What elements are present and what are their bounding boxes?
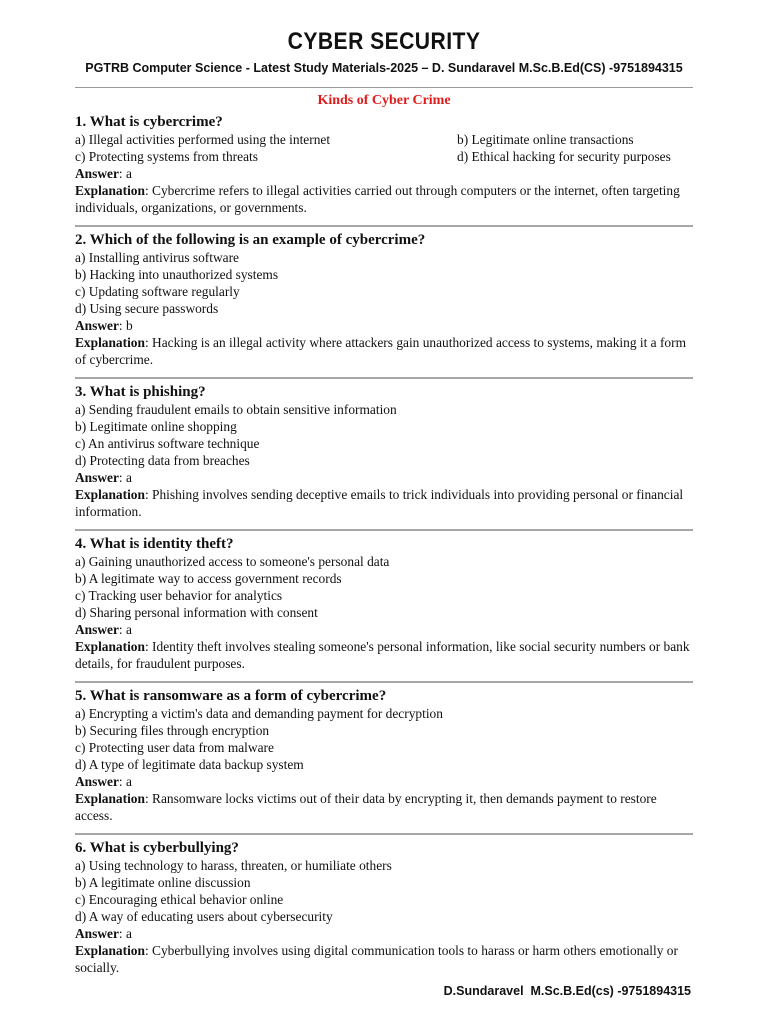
answer-line [75, 469, 693, 486]
answer-value: : b [118, 318, 133, 333]
option-b: b) A legitimate online discussion [75, 875, 251, 890]
explanation-text: : Hacking is an illegal activity where attackers gain unauthorized access to systems, making it a form of cybercrime. [75, 335, 687, 367]
option-b: b) Hacking into unauthorized systems [75, 267, 279, 282]
option-c: c) Encouraging ethical behavior online [75, 892, 284, 907]
question-divider [75, 377, 693, 379]
option-b: b) Legitimate online transactions [457, 132, 634, 147]
option-a: a) Gaining unauthorized access to someone's personal data [75, 554, 390, 569]
option-c: c) Updating software regularly [75, 284, 240, 299]
answer-value: : a [118, 926, 132, 941]
option-c: c) Protecting systems from threats [75, 149, 258, 164]
option-a: a) Using technology to harass, threaten, or humiliate others [75, 858, 392, 873]
explanation-line [75, 638, 693, 672]
page-footer: D.Sundaravel M.Sc.B.Ed(cs) -9751894315 [443, 984, 691, 998]
explanation-text: : Cybercrime refers to illegal activities carried out through computers or the internet, often targeting individuals, organizations, or governments. [75, 183, 680, 215]
question-block [75, 839, 693, 976]
option-a: a) Installing antivirus software [75, 250, 239, 265]
question-divider [75, 225, 693, 227]
option-d: d) A way of educating users about cybersecurity [75, 909, 333, 924]
option-c: c) Protecting user data from malware [75, 740, 274, 755]
explanation-text: : Identity theft involves stealing someone's personal information, like social security numbers or bank details, for fraudulent purposes. [75, 639, 690, 671]
explanation-line [75, 486, 693, 520]
option-list [75, 131, 693, 165]
document-page [75, 0, 693, 976]
question-title: 6. What is cyberbullying? [75, 840, 239, 856]
option-b: b) Securing files through encryption [75, 723, 270, 738]
option-b: b) A legitimate way to access government records [75, 571, 342, 586]
explanation-line [75, 182, 693, 216]
section-title: Kinds of Cyber Crime [317, 93, 451, 108]
explanation-line [75, 334, 693, 368]
question-block [75, 113, 693, 216]
explanation-text: : Ransomware locks victims out of their data by encrypting it, then demands payment to restore access. [75, 791, 657, 823]
option-d: d) Using secure passwords [75, 301, 219, 316]
answer-label: Answer [75, 774, 119, 789]
question-title: 4. What is identity theft? [75, 536, 234, 552]
option-d: d) A type of legitimate data backup system [75, 757, 304, 772]
answer-value: : a [118, 470, 132, 485]
option-c: c) Tracking user behavior for analytics [75, 588, 283, 603]
option-b: b) Legitimate online shopping [75, 419, 237, 434]
answer-label: Answer [75, 926, 119, 941]
question-title: 1. What is cybercrime? [75, 114, 223, 130]
header-divider [75, 87, 693, 88]
explanation-label: Explanation [75, 183, 145, 198]
option-d: d) Sharing personal information with consent [75, 605, 318, 620]
explanation-text: : Cyberbullying involves using digital communication tools to harass or harm others emotionally or socially. [75, 943, 678, 975]
answer-line [75, 621, 693, 638]
question-block [75, 383, 693, 520]
option-c: c) An antivirus software technique [75, 436, 260, 451]
answer-line [75, 925, 693, 942]
answer-line [75, 317, 693, 334]
question-title: 3. What is phishing? [75, 384, 206, 400]
explanation-label: Explanation [75, 487, 145, 502]
question-block [75, 535, 693, 672]
answer-line [75, 773, 693, 790]
option-a: a) Encrypting a victim's data and demanding payment for decryption [75, 706, 443, 721]
explanation-text: : Phishing involves sending deceptive emails to trick individuals into providing personal or financial information. [75, 487, 684, 519]
explanation-line [75, 790, 693, 824]
answer-label: Answer [75, 166, 119, 181]
option-d: d) Ethical hacking for security purposes [457, 149, 671, 164]
explanation-label: Explanation [75, 943, 145, 958]
page-subtitle: PGTRB Computer Science - Latest Study Materials-2025 – D. Sundaravel M.Sc.B.Ed(CS) -9751894315 [85, 61, 683, 75]
answer-label: Answer [75, 318, 119, 333]
question-block [75, 687, 693, 824]
option-d: d) Protecting data from breaches [75, 453, 250, 468]
question-divider [75, 681, 693, 683]
question-title: 2. Which of the following is an example of cybercrime? [75, 232, 426, 248]
answer-label: Answer [75, 470, 119, 485]
answer-line [75, 165, 693, 182]
explanation-line [75, 942, 693, 976]
explanation-label: Explanation [75, 335, 145, 350]
answer-value: : a [118, 166, 132, 181]
explanation-label: Explanation [75, 791, 145, 806]
answer-value: : a [118, 622, 132, 637]
question-divider [75, 833, 693, 835]
question-title: 5. What is ransomware as a form of cybercrime? [75, 688, 387, 704]
option-a: a) Sending fraudulent emails to obtain sensitive information [75, 402, 397, 417]
answer-label: Answer [75, 622, 119, 637]
page-title: CYBER SECURITY [287, 28, 481, 55]
question-divider [75, 529, 693, 531]
question-block [75, 231, 693, 368]
option-a: a) Illegal activities performed using the internet [75, 132, 331, 147]
explanation-label: Explanation [75, 639, 145, 654]
answer-value: : a [118, 774, 132, 789]
